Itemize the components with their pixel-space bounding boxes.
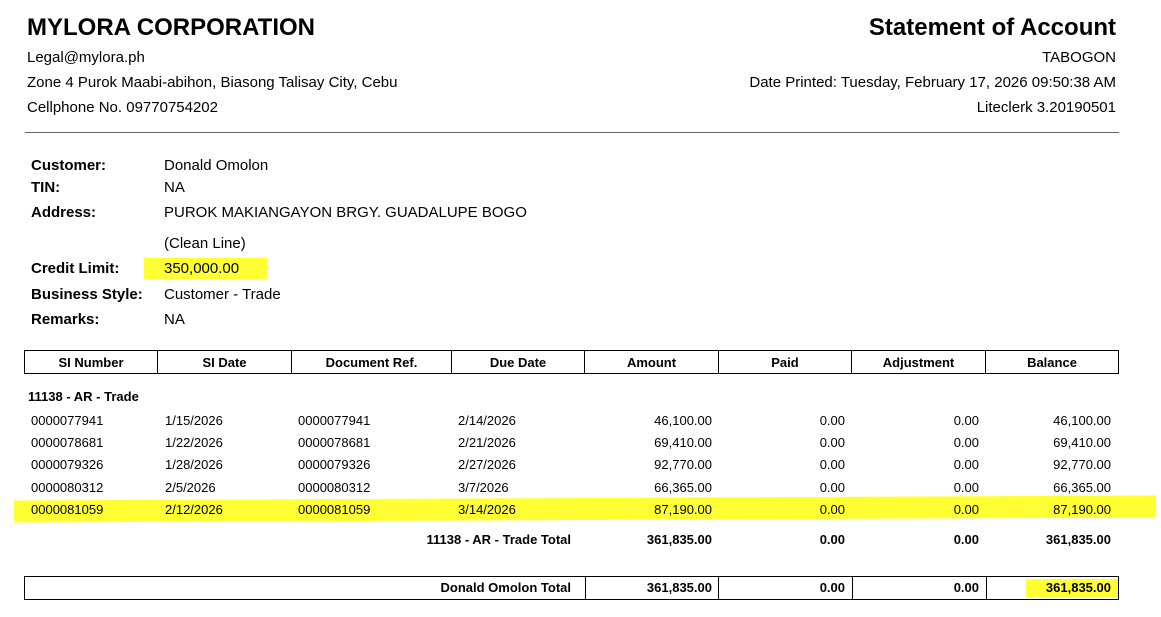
adjustment: 0.00	[953, 480, 979, 495]
date-printed: Date Printed: Tuesday, February 17, 2026 09:50:38 AM	[749, 74, 1116, 91]
amount: 66,365.00	[654, 480, 712, 495]
report-title: Statement of Account	[868, 14, 1116, 41]
document-ref: 0000078681	[298, 435, 371, 450]
document-ref: 0000081059	[298, 502, 371, 517]
balance: 92,770.00	[1053, 457, 1111, 472]
col-balance: Balance	[986, 350, 1119, 374]
table-row	[24, 410, 1119, 432]
customer-label: Customer:	[31, 157, 107, 174]
paid: 0.00	[819, 435, 845, 450]
adjustment: 0.00	[953, 435, 979, 450]
table-row	[24, 477, 1119, 499]
balance: 87,190.00	[1053, 502, 1111, 517]
due-date: 2/14/2026	[458, 413, 516, 428]
tin-value: NA	[164, 179, 185, 196]
document-ref: 0000077941	[298, 413, 371, 428]
tin-label: TIN:	[31, 179, 61, 196]
subtotal-amount: 361,835.00	[646, 532, 712, 547]
remarks-label: Remarks:	[31, 311, 100, 328]
balance: 69,410.00	[1053, 435, 1111, 450]
total-divider	[986, 577, 987, 599]
si-number: 0000080312	[31, 480, 104, 495]
customer-total-amount: 361,835.00	[646, 580, 712, 595]
customer-total-row	[24, 576, 1119, 600]
company-name: MYLORA CORPORATION	[27, 14, 315, 41]
due-date: 2/21/2026	[458, 435, 516, 450]
company-address: Zone 4 Purok Maabi-abihon, Biasong Talisay City, Cebu	[27, 74, 398, 91]
customer-total-adjustment: 0.00	[953, 580, 979, 595]
col-due-date: Due Date	[452, 350, 585, 374]
due-date: 2/27/2026	[458, 457, 516, 472]
amount: 46,100.00	[654, 413, 712, 428]
remarks-value: NA	[164, 311, 185, 328]
si-number: 0000081059	[31, 502, 104, 517]
total-divider	[852, 577, 853, 599]
adjustment: 0.00	[953, 502, 979, 517]
header-divider	[25, 132, 1119, 133]
address-label: Address:	[31, 204, 97, 221]
credit-limit-value	[164, 260, 267, 277]
software-version: Liteclerk 3.20190501	[976, 99, 1116, 116]
col-paid: Paid	[719, 350, 852, 374]
total-divider	[718, 577, 719, 599]
col-si-date: SI Date	[158, 350, 292, 374]
subtotal-balance: 361,835.00	[1045, 532, 1111, 547]
adjustment: 0.00	[953, 457, 979, 472]
si-number: 0000079326	[31, 457, 104, 472]
account-group-label: 11138 - AR - Trade	[28, 389, 139, 404]
subtotal-label: 11138 - AR - Trade Total	[426, 532, 571, 547]
document-ref: 0000079326	[298, 457, 371, 472]
si-date: 1/15/2026	[165, 413, 223, 428]
business-style-label: Business Style:	[31, 286, 143, 303]
si-date: 2/12/2026	[165, 502, 223, 517]
customer-total-balance: 361,835.00	[1045, 580, 1111, 595]
col-si-number: SI Number	[24, 350, 158, 374]
total-divider	[585, 577, 586, 599]
table-row	[24, 432, 1119, 454]
business-style-value: Customer - Trade	[164, 286, 281, 303]
group-subtotal-row	[24, 529, 1119, 551]
table-row	[24, 454, 1119, 476]
report-branch: TABOGON	[1042, 49, 1116, 66]
address-value: PUROK MAKIANGAYON BRGY. GUADALUPE BOGO	[164, 204, 527, 221]
si-date: 1/28/2026	[165, 457, 223, 472]
col-amount: Amount	[585, 350, 719, 374]
table-header	[24, 350, 1119, 374]
col-adjustment: Adjustment	[852, 350, 986, 374]
si-number: 0000077941	[31, 413, 104, 428]
paid: 0.00	[819, 457, 845, 472]
balance: 46,100.00	[1053, 413, 1111, 428]
customer-value: Donald Omolon	[164, 157, 269, 174]
customer-total-label: Donald Omolon Total	[440, 580, 571, 595]
paid: 0.00	[819, 502, 845, 517]
company-email: Legal@mylora.ph	[27, 49, 145, 66]
company-phone: Cellphone No. 09770754202	[27, 99, 218, 116]
credit-limit-label: Credit Limit:	[31, 260, 120, 277]
subtotal-adjustment: 0.00	[953, 532, 979, 547]
amount: 69,410.00	[654, 435, 712, 450]
si-number: 0000078681	[31, 435, 104, 450]
address-note: (Clean Line)	[164, 235, 246, 252]
document-ref: 0000080312	[298, 480, 371, 495]
paid: 0.00	[819, 413, 845, 428]
due-date: 3/14/2026	[458, 502, 516, 517]
amount: 87,190.00	[654, 502, 712, 517]
adjustment: 0.00	[953, 413, 979, 428]
col-document-ref: Document Ref.	[292, 350, 452, 374]
si-date: 1/22/2026	[165, 435, 223, 450]
balance: 66,365.00	[1053, 480, 1111, 495]
subtotal-paid: 0.00	[819, 532, 845, 547]
table-row-highlighted	[24, 499, 1119, 521]
customer-total-paid: 0.00	[819, 580, 845, 595]
si-date: 2/5/2026	[165, 480, 216, 495]
due-date: 3/7/2026	[458, 480, 509, 495]
amount: 92,770.00	[654, 457, 712, 472]
paid: 0.00	[819, 480, 845, 495]
credit-limit-highlight: 350,000.00	[144, 258, 267, 279]
